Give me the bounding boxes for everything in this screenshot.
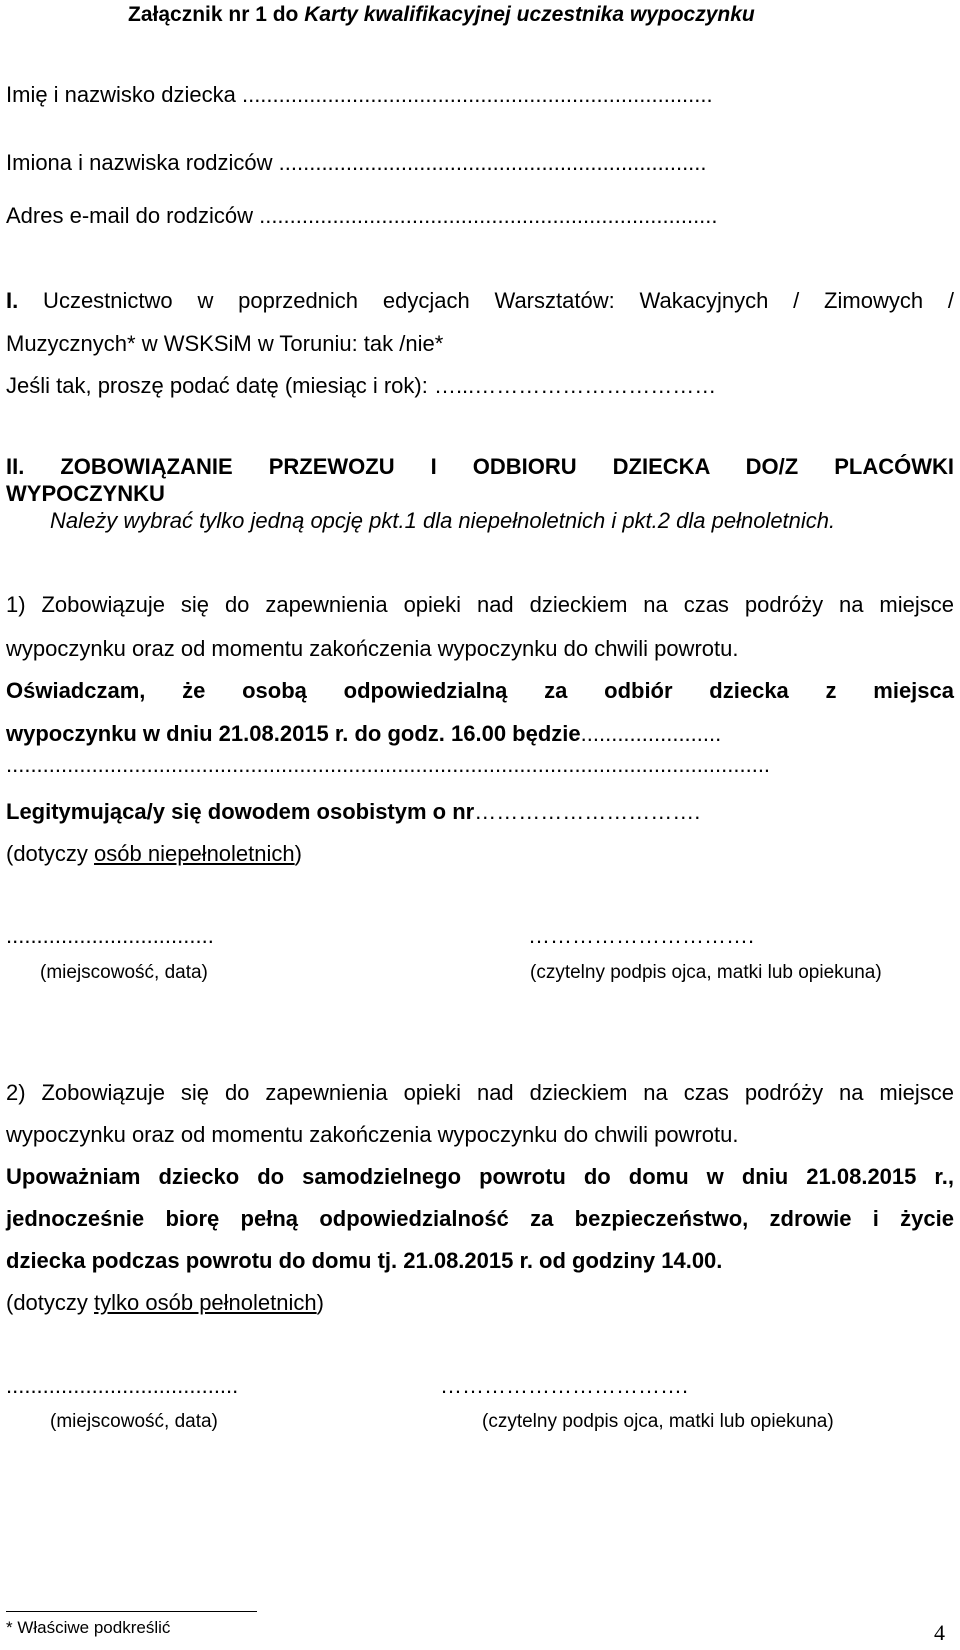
option-1-line-3: Oświadczam, że osobą odpowiedzialną za odbiór dziecka z miejsca	[6, 678, 954, 703]
option-1-signature-label: (czytelny podpis ojca, matki lub opiekuna)	[530, 962, 882, 983]
option-2-line-6	[6, 1292, 324, 1314]
option-1-id-dots: ………………………….	[474, 799, 701, 824]
footnote-rule	[6, 1611, 257, 1612]
option-2-line-1: 2) Zobowiązuje się do zapewnienia opieki nad dzieckiem na czas podróży na miejsce	[6, 1080, 954, 1105]
option-1-line-2: wypoczynku oraz od momentu zakończenia wypoczynku do chwili powrotu.	[6, 636, 739, 661]
section-ii-note: Należy wybrać tylko jedną opcję pkt.1 dla niepełnoletnich i pkt.2 dla pełnoletnich.	[50, 508, 836, 533]
option-1-applies-suffix: )	[294, 841, 302, 866]
option-2-signature-dots: …………………………….	[440, 1373, 689, 1398]
document-title	[128, 4, 755, 25]
option-1-line-1: 1) Zobowiązuje się do zapewnienia opieki nad dzieckiem na czas podróży na miejsce	[6, 592, 954, 617]
option-2-place-date-label: (miejscowość, data)	[50, 1411, 218, 1432]
option-1-line-4-dots: .......................	[580, 721, 722, 746]
option-2-line-3: Upoważniam dziecko do samodzielnego powrotu do domu w dniu 21.08.2015 r.,	[6, 1164, 954, 1189]
option-2-place-date-dots: ......................................	[6, 1373, 239, 1398]
option-1-signature-dots: ………………………….	[528, 923, 755, 948]
child-name-field: Imię i nazwisko dziecka .............................................................................	[6, 82, 713, 107]
option-2-applies-prefix: (dotyczy	[6, 1290, 95, 1315]
option-2-line-5: dziecka podczas powrotu do domu tj. 21.08.2015 r. od godziny 14.00.	[6, 1248, 723, 1273]
section-ii-heading-line-1: II. ZOBOWIĄZANIE PRZEWOZU I ODBIORU DZIECKA DO/Z PLACÓWKI	[6, 454, 954, 479]
option-1-line-5: .............................................................................................................................	[6, 752, 771, 777]
parents-email-field: Adres e-mail do rodziców ...........................................................................	[6, 203, 718, 228]
footnote: * Właściwe podkreślić	[6, 1618, 171, 1637]
option-1-line-4-text: wypoczynku w dniu 21.08.2015 r. do godz. 16.00 będzie	[6, 721, 581, 746]
parents-names-field: Imiona i nazwiska rodziców ......................................................................	[6, 150, 707, 175]
title-prefix: Załącznik nr 1 do	[128, 3, 305, 26]
option-2-applies-suffix: )	[316, 1290, 324, 1315]
option-1-place-date-label: (miejscowość, data)	[40, 962, 208, 983]
section-i-line-3: Jeśli tak, proszę podać datę (miesiąc i rok): …...……………………………	[6, 373, 717, 398]
section-ii-heading-line-2: WYPOCZYNKU	[6, 481, 165, 506]
section-i-line-2: Muzycznych* w WSKSiM w Toruniu: tak /nie*	[6, 331, 444, 356]
option-2-line-2: wypoczynku oraz od momentu zakończenia wypoczynku do chwili powrotu.	[6, 1122, 739, 1147]
option-1-line-6	[6, 801, 700, 823]
section-i-text: Uczestnictwo w poprzednich edycjach Warsztatów: Wakacyjnych / Zimowych /	[18, 288, 954, 313]
option-1-id-label: Legitymująca/y się dowodem osobistym o nr	[6, 799, 475, 824]
page-number: 4	[934, 1620, 945, 1645]
section-i-number: I.	[6, 288, 19, 313]
option-2-signature-label: (czytelny podpis ojca, matki lub opiekuna)	[482, 1411, 834, 1432]
option-1-line-7	[6, 843, 302, 865]
option-1-line-4	[6, 723, 721, 745]
option-1-place-date-dots: ..................................	[6, 923, 214, 948]
title-italic: Karty kwalifikacyjnej uczestnika wypoczynku	[304, 3, 755, 26]
option-1-applies-prefix: (dotyczy	[6, 841, 95, 866]
option-2-applies-underlined: tylko osób pełnoletnich	[94, 1290, 317, 1315]
option-2-line-4: jednocześnie biorę pełną odpowiedzialność za bezpieczeństwo, zdrowie i życie	[6, 1206, 954, 1231]
section-i-line-1	[6, 290, 954, 312]
option-1-applies-underlined: osób niepełnoletnich	[94, 841, 295, 866]
